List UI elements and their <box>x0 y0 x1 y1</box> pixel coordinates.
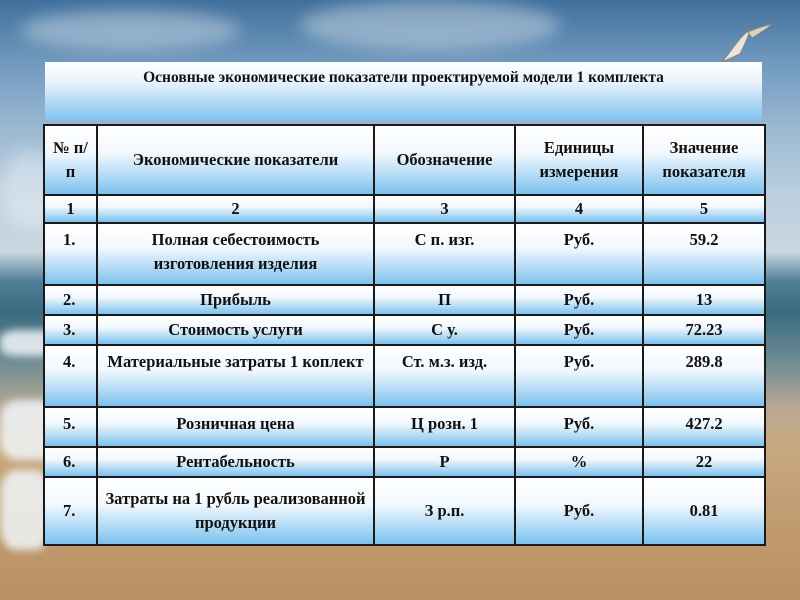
indicator-unit: Руб. <box>515 223 643 285</box>
indicator-value: 289.8 <box>643 345 765 407</box>
row-number: 3. <box>44 315 97 345</box>
table-row <box>44 407 765 447</box>
indicator-unit: Руб. <box>515 477 643 545</box>
seagull-icon <box>720 24 780 64</box>
table-row <box>44 345 765 407</box>
indicator-symbol: С у. <box>374 315 515 345</box>
indicator-value: 13 <box>643 285 765 315</box>
indicator-name: Материальные затраты 1 коплект <box>97 345 374 407</box>
table-row <box>44 223 765 285</box>
indicators-table <box>43 124 766 546</box>
indicator-name: Розничная цена <box>97 407 374 447</box>
column-number-row <box>44 195 765 223</box>
table-row <box>44 315 765 345</box>
table-row <box>44 477 765 545</box>
indicator-unit: Руб. <box>515 315 643 345</box>
row-number: 7. <box>44 477 97 545</box>
title-panel <box>45 62 762 120</box>
page-title: Основные экономические показатели проектируемой модели 1 комплекта <box>143 69 664 86</box>
row-number: 2. <box>44 285 97 315</box>
header-cell: Значение показателя <box>643 125 765 195</box>
indicator-name: Рентабельность <box>97 447 374 477</box>
indicator-name: Затраты на 1 рубль реализованной продукции <box>97 477 374 545</box>
indicator-value: 72.23 <box>643 315 765 345</box>
indicator-name: Прибыль <box>97 285 374 315</box>
indicator-symbol: С п. изг. <box>374 223 515 285</box>
header-row <box>44 125 765 195</box>
indicator-unit: Руб. <box>515 407 643 447</box>
indicator-symbol: П <box>374 285 515 315</box>
header-cell: Экономические показатели <box>97 125 374 195</box>
column-number: 2 <box>97 195 374 223</box>
row-number: 6. <box>44 447 97 477</box>
indicator-unit: Руб. <box>515 285 643 315</box>
indicator-name: Стоимость услуги <box>97 315 374 345</box>
indicator-symbol: Р <box>374 447 515 477</box>
header-cell: Единицы измерения <box>515 125 643 195</box>
indicator-symbol: Ц розн. 1 <box>374 407 515 447</box>
column-number: 4 <box>515 195 643 223</box>
row-number: 4. <box>44 345 97 407</box>
indicator-value: 59.2 <box>643 223 765 285</box>
header-cell: № п/п <box>44 125 97 195</box>
indicator-unit: % <box>515 447 643 477</box>
indicator-name: Полная себестоимость изготовления изделия <box>97 223 374 285</box>
indicator-value: 0.81 <box>643 477 765 545</box>
indicator-symbol: Ст. м.з. изд. <box>374 345 515 407</box>
column-number: 5 <box>643 195 765 223</box>
column-number: 1 <box>44 195 97 223</box>
table-row <box>44 447 765 477</box>
table-row <box>44 285 765 315</box>
row-number: 5. <box>44 407 97 447</box>
indicator-symbol: З р.п. <box>374 477 515 545</box>
row-number: 1. <box>44 223 97 285</box>
indicator-unit: Руб. <box>515 345 643 407</box>
indicator-value: 427.2 <box>643 407 765 447</box>
indicator-value: 22 <box>643 447 765 477</box>
column-number: 3 <box>374 195 515 223</box>
header-cell: Обозначение <box>374 125 515 195</box>
